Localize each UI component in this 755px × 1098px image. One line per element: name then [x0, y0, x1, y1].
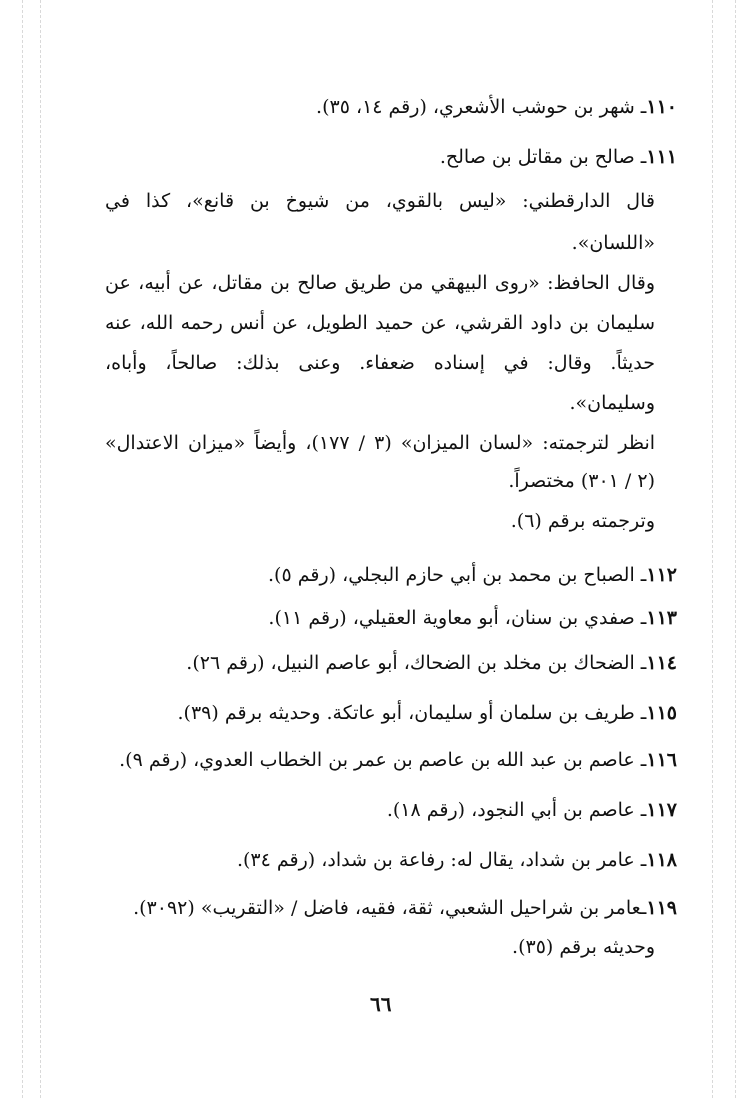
entry-text: عاصم بن أبي النجود، (رقم ١٨).: [386, 799, 635, 821]
entry-115: ١١٥ـ طريف بن سلمان أو سليمان، أبو عاتكة. وحديثه برقم (٣٩).: [177, 702, 677, 724]
note-line: وترجمته برقم (٦).: [510, 510, 655, 532]
entry-text: الصباح بن محمد بن أبي حازم البجلي، (رقم ٥).: [268, 564, 635, 586]
entry-112: ١١٢ـ الصباح بن محمد بن أبي حازم البجلي، (رقم ٥).: [268, 564, 677, 586]
entry-113: ١١٣ـ صفدي بن سنان، أبو معاوية العقيلي، (رقم ١١).: [268, 607, 677, 629]
entry-number: ١١٨: [646, 849, 677, 871]
entry-number: ١١٢: [646, 564, 677, 586]
entry-text: شهر بن حوشب الأشعري، (رقم ١٤، ٣٥).: [316, 96, 635, 118]
note-line: (٢ / ٣٠١) مختصراً.: [508, 470, 655, 492]
entry-number: ١١٧: [646, 799, 677, 821]
note-line: قال الدارقطني: «ليس بالقوي، من شيوخ بن قانع»، كذا في: [105, 190, 655, 212]
page-number: ٦٦: [370, 992, 392, 1016]
entry-117: ١١٧ـ عاصم بن أبي النجود، (رقم ١٨).: [386, 799, 677, 821]
entry-text: عامر بن شداد، يقال له: رفاعة بن شداد، (رقم ٣٤).: [236, 849, 635, 871]
entry-text: الضحاك بن مخلد بن الضحاك، أبو عاصم النبيل، (رقم ٢٦).: [186, 652, 635, 674]
scan-artifact-line: [40, 0, 41, 1098]
scan-artifact-line: [735, 0, 736, 1098]
entry-116: ١١٦ـ عاصم بن عبد الله بن عاصم بن عمر بن الخطاب العدوي، (رقم ٩).: [119, 749, 677, 771]
entry-114: ١١٤ـ الضحاك بن مخلد بن الضحاك، أبو عاصم النبيل، (رقم ٢٦).: [186, 652, 677, 674]
entry-number: ١١٤: [646, 652, 677, 674]
entry-number: ١١٦: [646, 749, 677, 771]
note-line: وحديثه برقم (٣٥).: [512, 936, 655, 958]
entry-118: ١١٨ـ عامر بن شداد، يقال له: رفاعة بن شداد، (رقم ٣٤).: [236, 849, 677, 871]
note-line: انظر لترجمته: «لسان الميزان» (٣ / ١٧٧)، وأيضاً «ميزان الاعتدال»: [105, 432, 656, 454]
scan-artifact-line: [712, 0, 713, 1098]
note-line: وسليمان».: [569, 392, 655, 414]
entry-number: ١١١: [646, 146, 677, 168]
entry-110: ١١٠ـ شهر بن حوشب الأشعري، (رقم ١٤، ٣٥).: [316, 96, 677, 118]
entry-text: صالح بن مقاتل بن صالح.: [439, 146, 635, 168]
entry-text: صفدي بن سنان، أبو معاوية العقيلي، (رقم ١١).: [268, 607, 635, 629]
note-line: وقال الحافظ: «روى البيهقي من طريق صالح بن مقاتل، عن أبيه، عن: [105, 272, 655, 294]
note-line: حديثاً. وقال: في إسناده ضعفاء. وعنى بذلك: صالحاً، وأباه،: [105, 352, 655, 374]
entry-number: ١١٥: [646, 702, 677, 724]
note-line: سليمان بن داود القرشي، عن حميد الطويل، عن أنس رحمه الله، عنه: [105, 312, 655, 334]
entry-text: طريف بن سلمان أو سليمان، أبو عاتكة. وحديثه برقم (٣٩).: [177, 702, 635, 724]
note-line: «اللسان».: [571, 232, 655, 254]
entry-text: عاصم بن عبد الله بن عاصم بن عمر بن الخطاب العدوي، (رقم ٩).: [119, 749, 635, 771]
entry-119: ١١٩ـعامر بن شراحيل الشعبي، ثقة، فقيه، فاضل / «التقريب» (٣٠٩٢).: [133, 897, 677, 919]
entry-text: عامر بن شراحيل الشعبي، ثقة، فقيه، فاضل / «التقريب» (٣٠٩٢).: [133, 897, 641, 919]
entry-number: ١١٣: [646, 607, 677, 629]
scan-artifact-line: [22, 0, 23, 1098]
entry-number: ١١٩: [646, 897, 677, 919]
entry-111: ١١١ـ صالح بن مقاتل بن صالح.: [439, 146, 677, 168]
entry-number: ١١٠: [646, 96, 677, 118]
